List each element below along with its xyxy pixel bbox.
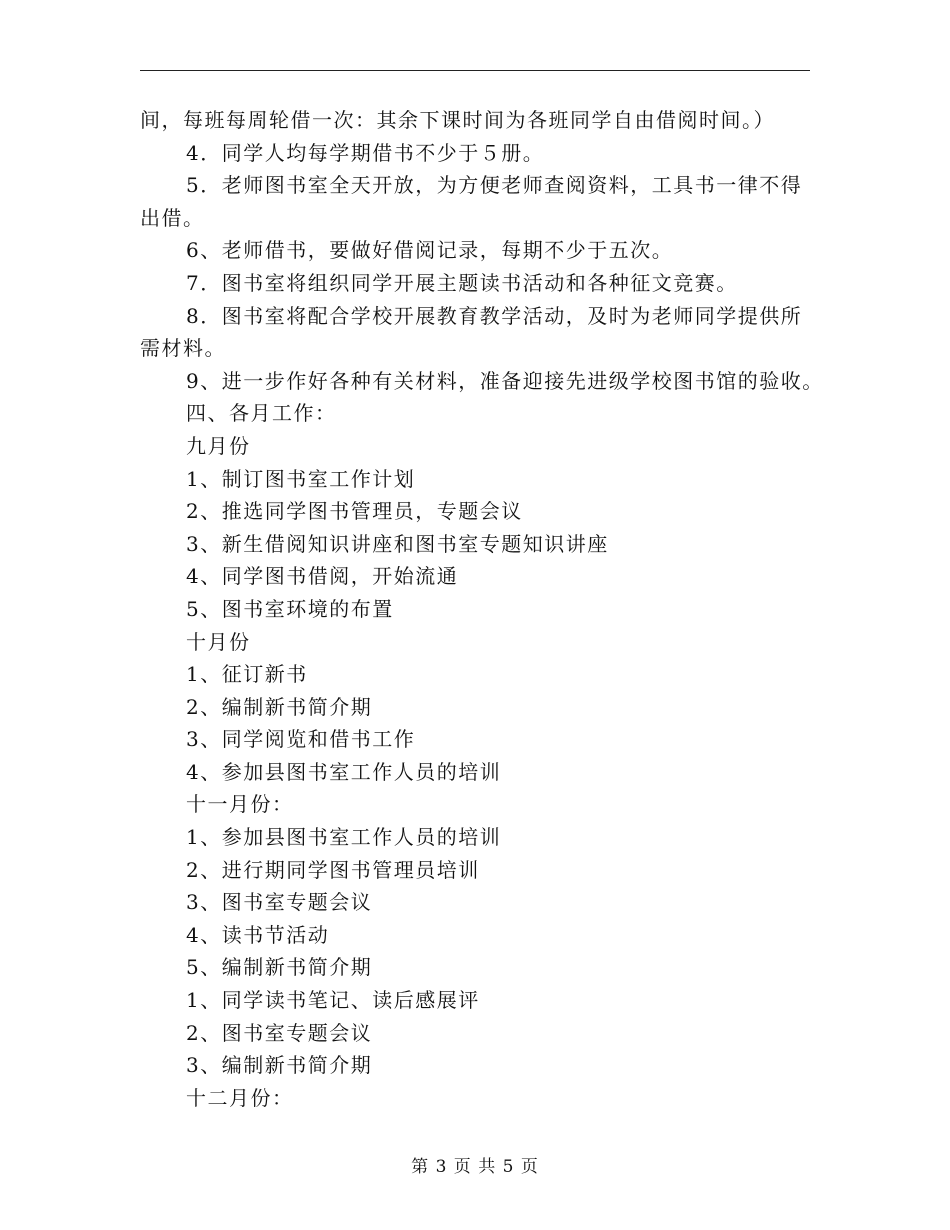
text-line: 需材料。	[140, 336, 226, 361]
text-line: 1、同学读书笔记、读后感展评	[186, 988, 480, 1013]
text-line: 5、图书室环境的布置	[186, 596, 394, 621]
text-line: 3、图书室专题会议	[186, 890, 373, 915]
text-line: 十二月份：	[186, 1085, 294, 1110]
text-line: 1、参加县图书室工作人员的培训	[186, 825, 502, 850]
text-line: 2、图书室专题会议	[186, 1020, 373, 1045]
text-line: 6、老师借书，要做好借阅记录，每期不少于五次。	[186, 238, 674, 263]
page-footer: 第 3 页 共 5 页	[411, 1157, 539, 1177]
text-line: 十一月份：	[186, 792, 294, 817]
text-line: 4．同学人均每学期借书不少于５册。	[186, 140, 545, 165]
text-line: 8．图书室将配合学校开展教育教学活动，及时为老师同学提供所	[186, 303, 803, 328]
text-line: 九月份	[186, 433, 251, 458]
text-line: 1、制订图书室工作计划	[186, 466, 416, 491]
text-line: 3、新生借阅知识讲座和图书室专题知识讲座	[186, 531, 609, 556]
page-body	[140, 104, 824, 1114]
text-line: 出借。	[140, 205, 205, 230]
text-line: 十月份	[186, 629, 251, 654]
text-line: 2、推选同学图书管理员，专题会议	[186, 499, 523, 524]
text-line: 4、同学图书借阅，开始流通	[186, 564, 459, 589]
header-rule	[140, 70, 810, 71]
text-line: 9、进一步作好各种有关材料，准备迎接先进级学校图书馆的验收。	[186, 368, 824, 393]
text-line: 四、各月工作：	[186, 401, 337, 426]
text-line: 2、编制新书简介期	[186, 694, 373, 719]
text-line: 3、编制新书简介期	[186, 1053, 373, 1078]
text-line: 4、读书节活动	[186, 922, 330, 947]
text-line: 5、编制新书简介期	[186, 955, 373, 980]
text-line: 5．老师图书室全天开放，为方便老师查阅资料，工具书一律不得	[186, 173, 803, 198]
text-line: 3、同学阅览和借书工作	[186, 727, 416, 752]
text-line: 间，每班每周轮借一次：其余下课时间为各班同学自由借阅时间。）	[140, 108, 775, 132]
text-line: 4、参加县图书室工作人员的培训	[186, 759, 502, 784]
text-line: 1、征订新书	[186, 662, 308, 687]
text-line: 7．图书室将组织同学开展主题读书活动和各种征文竞赛。	[186, 270, 738, 295]
text-line: 2、进行期同学图书管理员培训	[186, 857, 480, 882]
